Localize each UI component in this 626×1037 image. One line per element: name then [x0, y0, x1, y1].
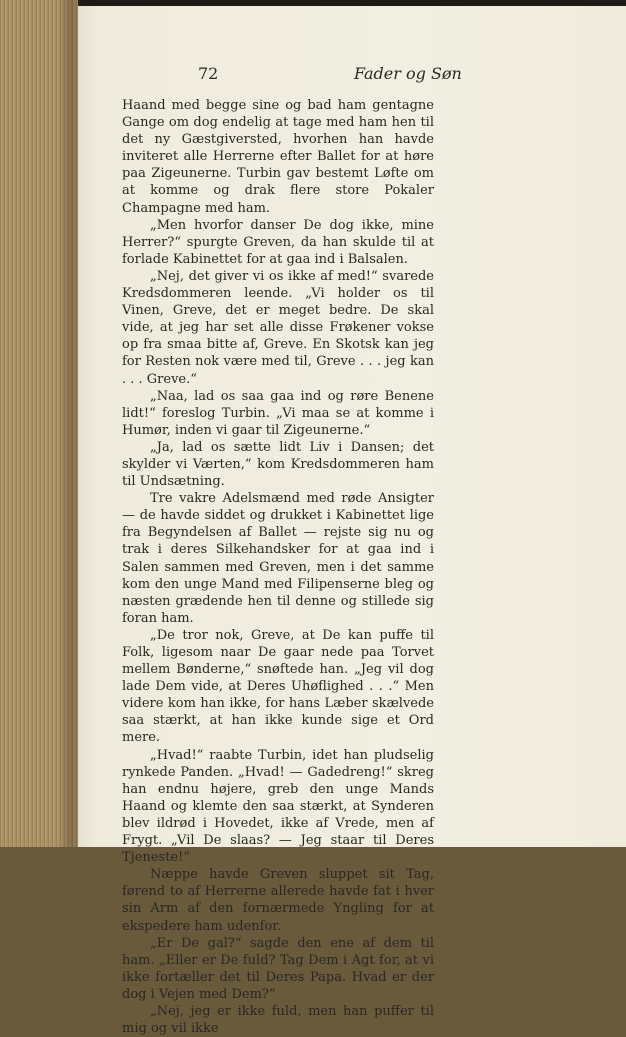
paragraph: „Er De gal?“ sagde den ene af dem til ham. „Eller er De fuld? Tag Dem i Agt for, at vi ikke fortæller det til Deres Papa. Hvad er der dog i Vejen med Dem?“: [122, 935, 434, 1002]
paragraph: „Hvad!“ raabte Turbin, idet han pludselig rynkede Panden. „Hvad! — Gadedreng!“ skreg han endnu højere, greb den unge Mands Haand og klemte den saa stærkt, at Synderen blev ildrød i Hovedet, ikke af Vrede, men af Frygt. „Vil De slaas? — Jeg staar til Deres Tjeneste!“: [122, 747, 434, 866]
page-header: [78, 64, 626, 86]
paragraph: „Naa, lad os saa gaa ind og røre Benene lidt!“ foreslog Turbin. „Vi maa se at komme i Humør, inden vi gaar til Zigeunerne.“: [122, 388, 434, 438]
paragraph: Næppe havde Greven sluppet sit Tag, førend to af Herrerne allerede havde fat i hver sin Arm af den fornærmede Yngling for at ekspedere ham udenfor.: [122, 867, 434, 934]
paragraph: „Nej, jeg er ikke fuld, men han puffer til mig og vil ikke: [122, 1003, 434, 1037]
paragraph: Haand med begge sine og bad ham gentagne Gange om dog endelig at tage med ham hen til det ny Gæstgiversted, hvorhen han havde inviteret alle Herrerne efter Ballet for at høre paa Zigeunerne. Turbin gav bestemt Løfte om at komme og drak flere store Pokaler Champagne med ham.: [122, 98, 434, 216]
gutter-shadow: [58, 0, 80, 847]
paragraph: „Men hvorfor danser De dog ikke, mine Herrer?“ spurgte Greven, da han skulde til at forlade Kabinettet for at gaa ind i Balsalen.: [122, 217, 434, 267]
running-title: Fader og Søn: [354, 64, 462, 83]
body-text: [122, 97, 434, 1037]
paragraph: Tre vakre Adelsmænd med røde Ansigter — de havde siddet og drukket i Kabinettet lige fra Begyndelsen af Ballet — rejste sig nu og trak i deres Silkehandsker for at gaa ind i Salen sammen med Greven, men i det samme kom den unge Mand med Filipenserne bleg og næsten grædende hen til denne og stillede sig foran ham.: [122, 491, 434, 626]
paragraph: „Nej, det giver vi os ikke af med!“ svarede Kredsdommeren leende. „Vi holder os til Vinen, Greve, det er meget bedre. De skal vide, at jeg har set alle disse Frøkener vokse op fra smaa bitte af, Greve. En Skotsk kan jeg for Resten nok være med til, Greve . . . jeg kan . . . Greve.“: [122, 268, 434, 387]
paragraph: „De tror nok, Greve, at De kan puffe til Folk, ligesom naar De gaar nede paa Torvet mellem Bønderne,“ snøftede han. „Jeg vil dog lade Dem vide, at Deres Uhøflighed . . .“ Men videre kom han ikke, for hans Læber skælvede saa stærkt, at han ikke kunde sige et Ord mere.: [122, 627, 434, 746]
paragraph: „Ja, lad os sætte lidt Liv i Dansen; det skylder vi Værten,“ kom Kredsdommeren ham til Undsætning.: [122, 439, 434, 490]
page-number: 72: [198, 64, 219, 83]
